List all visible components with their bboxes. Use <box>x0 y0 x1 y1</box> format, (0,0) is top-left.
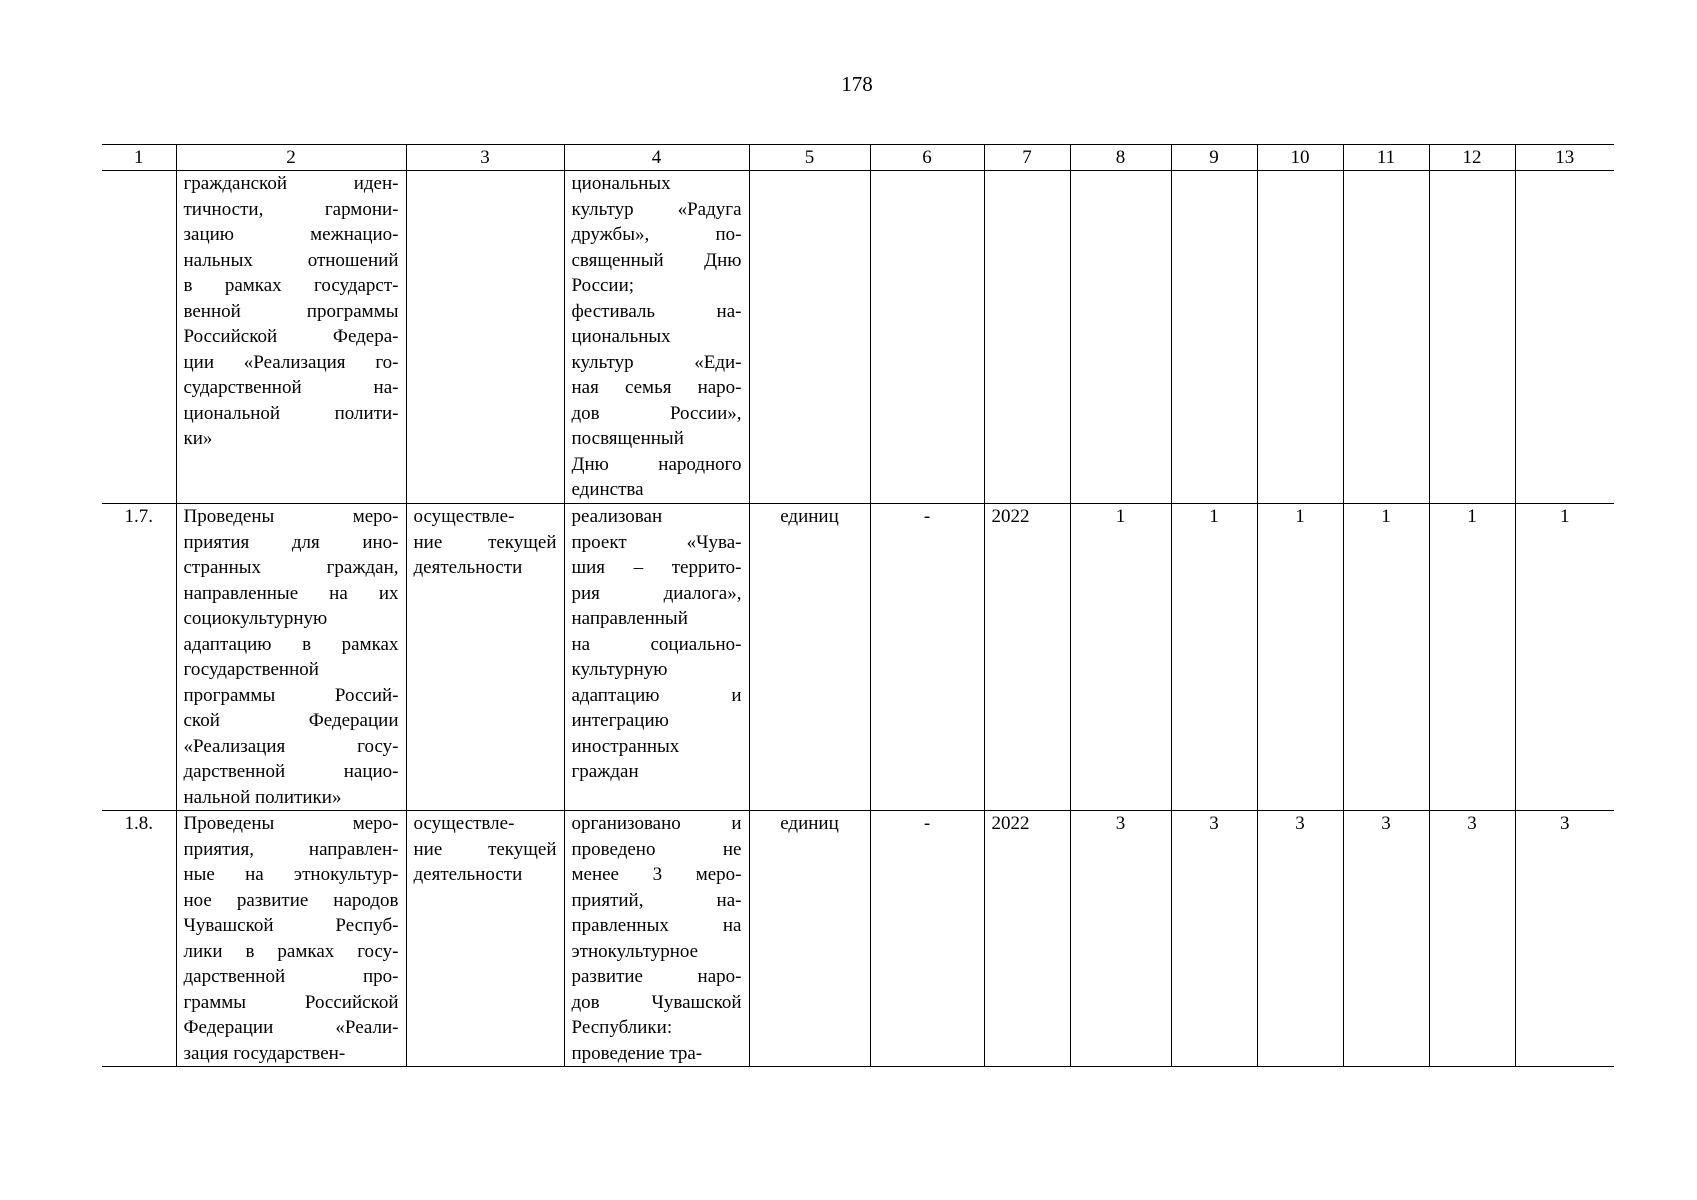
table-row <box>102 504 1614 811</box>
column-header-11: 11 <box>1343 145 1429 171</box>
funding-source <box>406 504 564 811</box>
table-row <box>102 811 1614 1067</box>
column-header-5: 5 <box>749 145 870 171</box>
activity-description-line: лики в рамках госу- <box>183 940 399 962</box>
result-description-line: организовано и <box>571 813 742 834</box>
result-description-line: России; <box>571 275 635 296</box>
activity-description-line: Чувашской Респуб- <box>183 915 399 936</box>
result-description <box>564 504 749 811</box>
result-description-line: Дню народного <box>571 453 742 475</box>
result-description-line: адаптацию и <box>571 684 742 706</box>
activity-description-line: ные на этнокультур- <box>183 864 399 885</box>
year-cell: 2022 <box>984 811 1070 1067</box>
activity-description-line: зацию межнацио- <box>183 224 399 245</box>
column-header-9: 9 <box>1171 145 1257 171</box>
activity-description-line: ской Федерации <box>183 710 399 731</box>
result-description-line: священный Дню <box>571 249 742 271</box>
activity-description-line: граммы Российской <box>183 991 399 1013</box>
value-cell-12: 3 <box>1429 811 1515 1067</box>
value-cell-8 <box>1070 171 1171 504</box>
value-cell-11 <box>1343 171 1429 504</box>
result-description-line: рия диалога», <box>571 582 742 604</box>
activity-description-line: нальных отношений <box>183 249 399 271</box>
result-description-line: менее 3 меро- <box>571 864 742 885</box>
funding-source <box>406 811 564 1067</box>
result-description-line: иностранных <box>571 735 680 757</box>
funding-source <box>406 171 564 504</box>
funding-source-line: ние текущей <box>413 838 557 860</box>
funding-source-line: деятельности <box>413 557 523 578</box>
value-cell-11: 3 <box>1343 811 1429 1067</box>
activity-description-line: государственной <box>183 659 319 680</box>
column-header-4: 4 <box>564 145 749 171</box>
activity-description-line: тичности, гармони- <box>183 198 399 220</box>
activity-description-line: Проведены меро- <box>183 506 399 527</box>
column-header-6: 6 <box>870 145 984 171</box>
activity-description-line: направленные на их <box>183 582 399 604</box>
column-header-12: 12 <box>1429 145 1515 171</box>
unit-cell: единиц <box>749 811 870 1067</box>
item-number: 1.8. <box>102 811 176 1067</box>
table-body <box>102 171 1614 1067</box>
item-number <box>102 171 176 504</box>
value-cell-9: 3 <box>1171 811 1257 1067</box>
activity-description-line: ное развитие народов <box>183 889 399 911</box>
activity-description-line: венной программы <box>183 300 399 322</box>
activity-description-line: сударственной на- <box>183 377 399 398</box>
column-header-2: 2 <box>176 145 406 171</box>
activity-description-line: гражданской иден- <box>183 173 399 194</box>
data-table <box>102 144 1614 1067</box>
activity-description-line: зация государствен- <box>183 1042 346 1064</box>
column-header-7: 7 <box>984 145 1070 171</box>
result-description-line: циональных <box>571 326 671 347</box>
activity-description-line: Федерации «Реали- <box>183 1017 399 1038</box>
activity-description-line: «Реализация госу- <box>183 735 399 757</box>
funding-source-line: деятельности <box>413 864 523 885</box>
result-description-line: проведено не <box>571 838 742 860</box>
result-description-line: циональных <box>571 173 671 194</box>
activity-description-line: социокультурную <box>183 608 328 629</box>
value-cell-11: 1 <box>1343 504 1429 811</box>
value-cell-9 <box>1171 171 1257 504</box>
year-cell: 2022 <box>984 504 1070 811</box>
activity-description-line: нальной политики» <box>183 786 342 808</box>
result-description-line: направленный <box>571 608 688 629</box>
activity-description-line: программы Россий- <box>183 684 399 706</box>
result-description-line: посвященный <box>571 428 684 449</box>
base-value-cell: - <box>870 811 984 1067</box>
page-number: 178 <box>841 72 873 96</box>
activity-description-line: циональной полити- <box>183 402 399 424</box>
column-header-3: 3 <box>406 145 564 171</box>
activity-description-line: приятия для ино- <box>183 531 399 553</box>
result-description-line: фестиваль на- <box>571 300 742 322</box>
value-cell-13: 3 <box>1515 811 1614 1067</box>
activity-description-line: Проведены меро- <box>183 813 399 834</box>
result-description-line: культур «Еди- <box>571 351 742 373</box>
result-description <box>564 171 749 504</box>
result-description-line: ная семья наро- <box>571 377 742 398</box>
result-description-line: шия – террито- <box>571 557 742 578</box>
result-description <box>564 811 749 1067</box>
unit-cell <box>749 171 870 504</box>
funding-source-line: осуществле- <box>413 506 515 527</box>
result-description-line: на социально- <box>571 633 742 655</box>
funding-source-line: ние текущей <box>413 531 557 553</box>
value-cell-9: 1 <box>1171 504 1257 811</box>
value-cell-10: 1 <box>1257 504 1343 811</box>
result-description-line: проведение тра- <box>571 1042 703 1064</box>
activity-description-line: дарственной про- <box>183 966 399 987</box>
column-header-1: 1 <box>102 145 176 171</box>
result-description-line: дов Чувашской <box>571 991 742 1013</box>
activity-description-line: приятия, направлен- <box>183 838 399 860</box>
funding-source-line: осуществле- <box>413 813 515 834</box>
result-description-line: дружбы», по- <box>571 224 742 245</box>
value-cell-10: 3 <box>1257 811 1343 1067</box>
year-cell <box>984 171 1070 504</box>
result-description-line: реализован <box>571 506 663 527</box>
value-cell-8: 1 <box>1070 504 1171 811</box>
result-description-line: развитие наро- <box>571 966 742 987</box>
value-cell-13: 1 <box>1515 504 1614 811</box>
column-header-13: 13 <box>1515 145 1614 171</box>
result-description-line: культурную <box>571 659 668 680</box>
result-description-line: интеграцию <box>571 710 669 731</box>
activity-description-line: Российской Федера- <box>183 326 399 347</box>
result-description-line: граждан <box>571 761 639 782</box>
item-number: 1.7. <box>102 504 176 811</box>
column-header-8: 8 <box>1070 145 1171 171</box>
column-header-10: 10 <box>1257 145 1343 171</box>
value-cell-10 <box>1257 171 1343 504</box>
value-cell-12: 1 <box>1429 504 1515 811</box>
value-cell-13 <box>1515 171 1614 504</box>
unit-cell: единиц <box>749 504 870 811</box>
activity-description-line: ции «Реализация го- <box>183 351 399 373</box>
result-description-line: этнокультурное <box>571 940 699 962</box>
base-value-cell: - <box>870 504 984 811</box>
result-description-line: единства <box>571 479 644 500</box>
activity-description-line: дарственной нацио- <box>183 761 399 782</box>
result-description-line: проект «Чува- <box>571 531 742 553</box>
activity-description-line: в рамках государст- <box>183 275 399 296</box>
result-description-line: культур «Радуга <box>571 198 742 220</box>
activity-description-line: адаптацию в рамках <box>183 633 399 655</box>
base-value-cell <box>870 171 984 504</box>
activity-description-line: странных граждан, <box>183 557 399 578</box>
result-description-line: Республики: <box>571 1017 673 1038</box>
result-description-line: правленных на <box>571 915 742 936</box>
activity-description <box>176 171 406 504</box>
activity-description <box>176 504 406 811</box>
table-row <box>102 171 1614 504</box>
value-cell-8: 3 <box>1070 811 1171 1067</box>
header-row <box>102 145 1614 171</box>
result-description-line: дов России», <box>571 402 742 424</box>
activity-description-line: ки» <box>183 428 213 449</box>
activity-description <box>176 811 406 1067</box>
result-description-line: приятий, на- <box>571 889 742 911</box>
value-cell-12 <box>1429 171 1515 504</box>
